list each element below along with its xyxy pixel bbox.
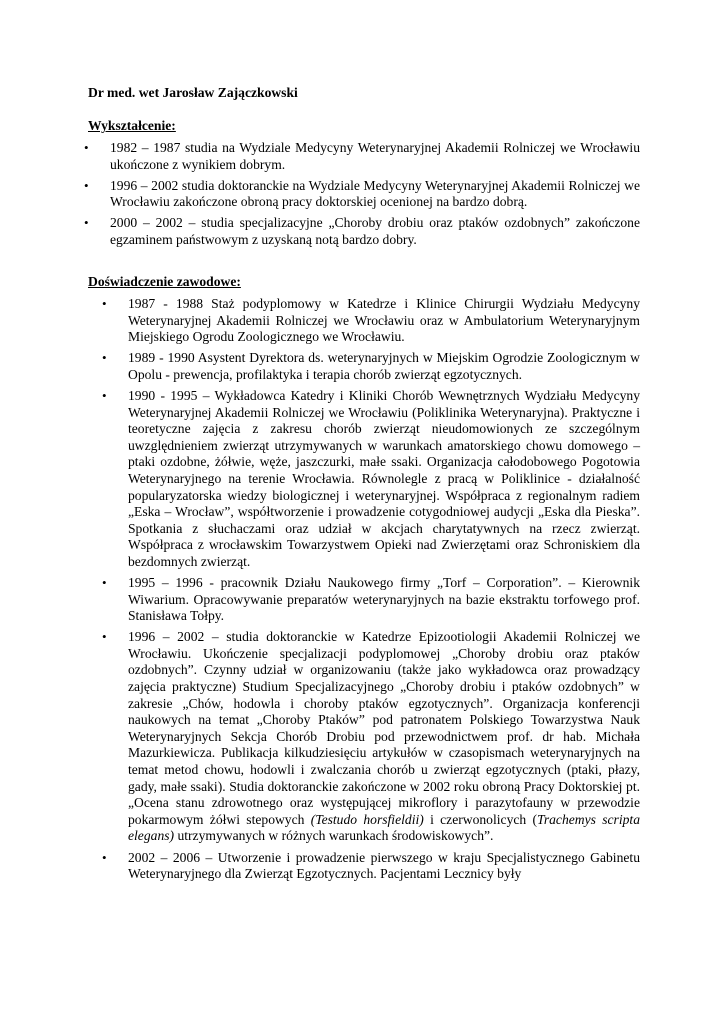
experience-item-text: 1995 – 1996 - pracownik Działu Naukowego firmy „Torf – Corporation”. – Kierownik Wiwarium. Opracowywanie preparatów weterynaryjnych na bazie ekstraktu torfowego prof. Stanisława Tołpy. <box>128 575 640 624</box>
experience-text-segment: 1996 – 2002 – studia doktoranckie w Katedrze Epizootiologii Akademii Rolniczej we Wrocławiu. Ukończenie specjalizacji podyplomowej „Choroby drobiu oraz ptaków ozdobnych”. Czynny udział w organizowaniu (także jako wykładowca oraz prowadzący zajęcia praktyczne) Studium Specjalizacyjnego „Choroby drobiu i ptaków ozdobnych” w zakresie „Chów, hodowla i choroby ptaków egzotycznych”. Organizacja konferencji naukowych na temat „Choroby Ptaków” pod patronatem Polskiego Towarzystwa Nauk Weterynaryjnych Sekcja Chorób Drobiu pod przewodnictwem prof. dr hab. Michała Mazurkiewicza. Publikacja kilkudziesięciu artykułów w czasopismach weterynaryjnych na temat metod chowu, hodowli i zwalczania chorób u zwierząt egzotycznych (ptaki, płazy, gady, małe ssaki). Studia doktoranckie zakończone w 2002 roku obroną Pracy Doktorskiej pt. „Ocena stanu zdrowotnego oraz występującej mikroflory i parazytofauny w przewodzie pokarmowym żółwi stepowych <box>128 629 640 827</box>
experience-item <box>102 350 640 383</box>
education-item <box>84 215 640 248</box>
bullet-icon: • <box>102 387 107 403</box>
education-list <box>84 140 640 253</box>
experience-text-segment: utrzymywanych w różnych warunkach środowiskowych”. <box>174 828 494 844</box>
education-item-text: 2000 – 2002 – studia specjalizacyjne „Choroby drobiu oraz ptaków ozdobnych” zakończone egzaminem państwowym z uzyskaną notą bardzo dobry. <box>110 215 640 247</box>
bullet-icon: • <box>102 575 107 590</box>
bullet-icon: • <box>102 849 107 865</box>
experience-item <box>102 849 640 883</box>
experience-item-text: 1987 - 1988 Staż podyplomowy w Katedrze i Klinice Chirurgii Wydziału Medycyny Weterynaryjnej Akademii Rolniczej we Wrocławiu oraz w Ambulatorium Weterynaryjnym Miejskiego Ogrodu Zoologicznego we Wrocławiu. <box>128 296 640 345</box>
experience-item-text <box>128 629 640 845</box>
experience-heading: Doświadczenie zawodowe: <box>88 274 241 289</box>
education-heading: Wykształcenie: <box>88 118 176 133</box>
experience-item <box>102 387 640 571</box>
bullet-icon: • <box>102 629 107 645</box>
education-item <box>84 140 640 173</box>
document-title: Dr med. wet Jarosław Zajączkowski <box>88 85 298 100</box>
education-item-text: 1996 – 2002 studia doktoranckie na Wydziale Medycyny Weterynaryjnej Akademii Rolniczej we Wrocławiu zakończone obroną pracy doktorskiej ocenionej na bardzo dobrą. <box>110 177 640 210</box>
experience-text-italic: (Testudo horsfieldii) <box>310 811 424 827</box>
education-item <box>84 177 640 211</box>
experience-item <box>102 575 640 625</box>
experience-list <box>102 296 640 887</box>
education-item-text: 1982 – 1987 studia na Wydziale Medycyny Weterynaryjnej Akademii Rolniczej we Wrocławiu ukończone z wynikiem dobrym. <box>110 140 640 172</box>
experience-text-segment: i czerwonolicych ( <box>423 811 538 827</box>
bullet-icon: • <box>84 177 89 193</box>
bullet-icon: • <box>84 140 89 155</box>
experience-item-text: 1990 - 1995 – Wykładowca Katedry i Kliniki Chorób Wewnętrznych Wydziału Medycyny Weterynaryjnej Akademii Rolniczej we Wrocławiu (Poliklinika Weterynaryjna). Praktyczne i teoretyczne zajęcia z zakresu chorób zwierząt nieudomowionych ze szczególnym uwzględnieniem zwierząt utrzymywanych w warunkach amatorskiego chowu domowego – ptaki ozdobne, żółwie, węże, jaszczurki, małe ssaki. Organizacja całodobowego Pogotowia Weterynaryjnego na terenie Wrocławia. Równolegle z pracą w Poliklinice - działalność popularyzatorska wiedzy biologicznej i weterynaryjnej. Współpraca z regionalnym radiem „Eska – Wrocław”, współtworzenie i prowadzenie cotygodniowej audycji „Eska dla Pieska”. Spotkania z słuchaczami oraz udział w akcjach charytatywnych na rzecz zwierząt. Współpraca z wrocławskim Towarzystwem Opieki nad Zwierzętami oraz Schroniskiem dla bezdomnych zwierząt. <box>128 387 640 569</box>
experience-item <box>102 296 640 346</box>
experience-item-text: 2002 – 2006 – Utworzenie i prowadzenie pierwszego w kraju Specjalistycznego Gabinetu Weterynaryjnego dla Zwierząt Egzotycznych. Pacjentami Lecznicy były <box>128 849 640 882</box>
experience-text-italic: Trachemys scripta elegans) <box>128 811 640 844</box>
experience-item <box>102 629 640 845</box>
bullet-icon: • <box>84 215 89 231</box>
bullet-icon: • <box>102 350 107 366</box>
experience-item-text: 1989 - 1990 Asystent Dyrektora ds. weterynaryjnych w Miejskim Ogrodzie Zoologicznym w Opolu - prewencja, profilaktyka i terapia chorób zwierząt egzotycznych. <box>128 350 640 382</box>
bullet-icon: • <box>102 296 107 311</box>
